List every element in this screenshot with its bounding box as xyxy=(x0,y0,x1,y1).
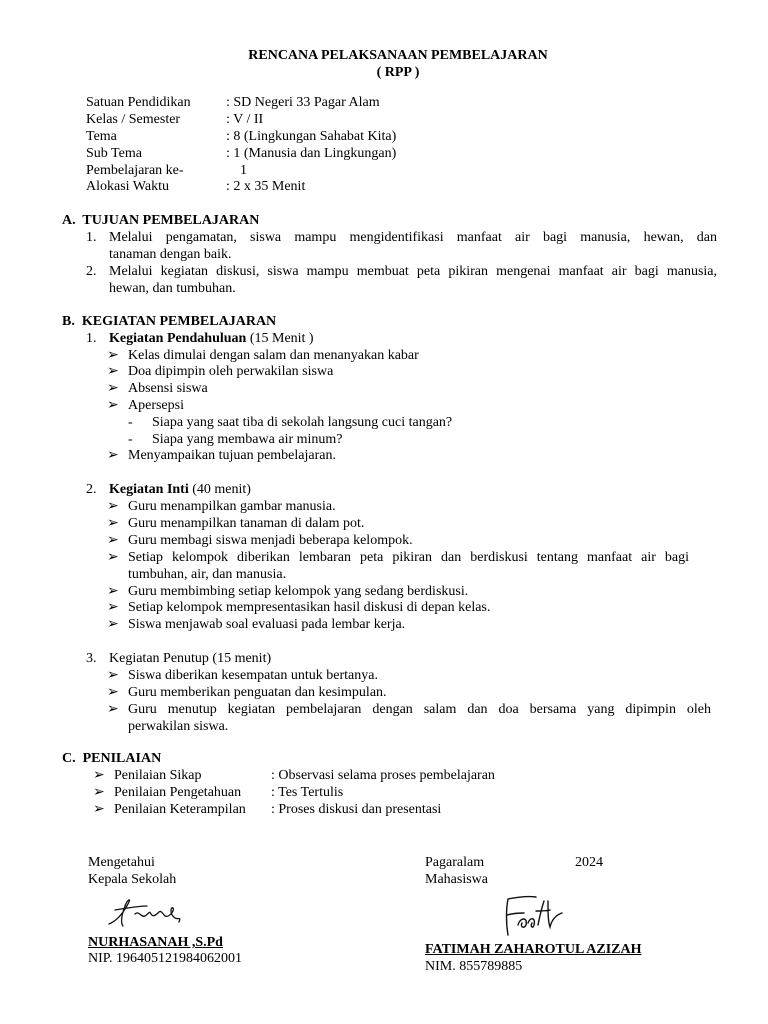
signature-place: Pagaralam xyxy=(425,855,485,870)
list-item: ➢ Apersepsi xyxy=(107,398,184,413)
principal-nip: NIP. 196405121984062001 xyxy=(88,951,243,966)
principal-signature xyxy=(105,896,185,930)
signature-left-caption: Mengetahui xyxy=(88,855,155,870)
assessment-label: ➢ Penilaian Keterampilan xyxy=(93,802,246,817)
arrow-bullet-icon: ➢ xyxy=(93,785,105,800)
assessment-label: ➢ Penilaian Pengetahuan xyxy=(93,785,242,800)
identity-label: Sub Tema xyxy=(86,146,142,161)
list-number: 2. xyxy=(86,482,97,497)
list-item: ➢ Absensi siswa xyxy=(107,381,208,396)
dash-bullet: - xyxy=(128,415,133,430)
list-number: 3. xyxy=(86,651,97,666)
list-item: ➢ Guru membagi siswa menjadi beberapa kelompok. xyxy=(107,533,413,548)
list-number: 1. xyxy=(86,230,97,245)
list-item-continued: tumbuhan, air, dan manusia. xyxy=(128,567,287,582)
list-item: ➢ Menyampaikan tujuan pembelajaran. xyxy=(107,448,336,463)
identity-label: Pembelajaran ke- xyxy=(86,163,184,178)
list-item: ➢ Siswa menjawab soal evaluasi pada lembar kerja. xyxy=(107,617,406,632)
identity-value: : SD Negeri 33 Pagar Alam xyxy=(226,95,380,110)
arrow-bullet-icon: ➢ xyxy=(107,550,119,565)
assessment-label: ➢ Penilaian Sikap xyxy=(93,768,202,783)
list-item: ➢ Kelas dimulai dengan salam dan menanyakan kabar xyxy=(107,348,419,363)
identity-value: 1 xyxy=(226,163,247,178)
section-heading-a: A. TUJUAN PEMBELAJARAN xyxy=(62,213,260,228)
list-item: ➢ Guru menutup kegiatan pembelajaran dengan salam dan doa bersama yang dipimpin oleh xyxy=(107,702,711,717)
identity-value: : V / II xyxy=(226,112,264,127)
list-item: ➢ Guru menampilkan tanaman di dalam pot. xyxy=(107,516,365,531)
arrow-bullet-icon: ➢ xyxy=(107,364,119,379)
activity-title xyxy=(109,330,314,347)
sub-list-item: - Siapa yang membawa air minum? xyxy=(128,432,343,447)
principal-name: NURHASANAH ,S.Pd xyxy=(88,935,223,950)
list-item-continued: perwakilan siswa. xyxy=(128,719,229,734)
arrow-bullet-icon: ➢ xyxy=(107,516,119,531)
arrow-bullet-icon: ➢ xyxy=(107,533,119,548)
arrow-bullet-icon: ➢ xyxy=(107,499,119,514)
list-item: ➢ Doa dipimpin oleh perwakilan siswa xyxy=(107,364,334,379)
arrow-bullet-icon: ➢ xyxy=(107,685,119,700)
identity-value: : 2 x 35 Menit xyxy=(226,179,306,194)
activity-title xyxy=(109,481,251,498)
identity-label: Satuan Pendidikan xyxy=(86,95,191,110)
document-subtitle: ( RPP ) xyxy=(376,65,420,80)
signature-right-role: Mahasiswa xyxy=(425,872,488,887)
arrow-bullet-icon: ➢ xyxy=(107,702,119,717)
dash-bullet: - xyxy=(128,432,133,447)
identity-value: : 1 (Manusia dan Lingkungan) xyxy=(226,146,397,161)
objective-line: hewan, dan tumbuhan. xyxy=(109,281,236,296)
signature-year: 2024 xyxy=(575,855,603,870)
list-number: 1. xyxy=(86,331,97,346)
list-item: ➢ Setiap kelompok diberikan lembaran peta pikiran dan berdiskusi tentang manfaat air bagi xyxy=(107,550,689,565)
arrow-bullet-icon: ➢ xyxy=(93,802,105,817)
identity-value: : 8 (Lingkungan Sahabat Kita) xyxy=(226,129,397,144)
arrow-bullet-icon: ➢ xyxy=(107,448,119,463)
arrow-bullet-icon: ➢ xyxy=(107,600,119,615)
section-heading-b: B. KEGIATAN PEMBELAJARAN xyxy=(62,314,277,329)
identity-label: Tema xyxy=(86,129,117,144)
signature-left-role: Kepala Sekolah xyxy=(88,872,177,887)
list-item: ➢ Guru menampilkan gambar manusia. xyxy=(107,499,336,514)
arrow-bullet-icon: ➢ xyxy=(93,768,105,783)
arrow-bullet-icon: ➢ xyxy=(107,668,119,683)
list-item: ➢ Setiap kelompok mempresentasikan hasil diskusi di depan kelas. xyxy=(107,600,491,615)
activity-name: Kegiatan Pendahuluan xyxy=(109,331,247,346)
list-item: ➢ Siswa diberikan kesempatan untuk bertanya. xyxy=(107,668,378,683)
sub-list-item: - Siapa yang saat tiba di sekolah langsung cuci tangan? xyxy=(128,415,453,430)
assessment-value: : Observasi selama proses pembelajaran xyxy=(271,768,495,783)
list-number: 2. xyxy=(86,264,97,279)
document-title: RENCANA PELAKSANAAN PEMBELAJARAN xyxy=(248,48,548,63)
arrow-bullet-icon: ➢ xyxy=(107,584,119,599)
objective-line: tanaman dengan baik. xyxy=(109,247,232,262)
arrow-bullet-icon: ➢ xyxy=(107,348,119,363)
activity-title: Kegiatan Penutup (15 menit) xyxy=(109,651,272,666)
student-signature xyxy=(498,893,568,939)
list-item: ➢ Guru membimbing setiap kelompok yang sedang berdiskusi. xyxy=(107,584,469,599)
identity-label: Alokasi Waktu xyxy=(86,179,169,194)
activity-time: (40 menit) xyxy=(188,482,251,497)
student-nim: NIM. 855789885 xyxy=(425,959,523,974)
assessment-value: : Proses diskusi dan presentasi xyxy=(271,802,442,817)
section-heading-c: C. PENILAIAN xyxy=(62,751,162,766)
activity-name: Kegiatan Inti xyxy=(109,482,189,497)
objective-line: Melalui kegiatan diskusi, siswa mampu membuat peta pikiran mengenai manfaat air bagi manusia, xyxy=(109,264,717,279)
identity-label: Kelas / Semester xyxy=(86,112,181,127)
activity-time: (15 Menit ) xyxy=(246,331,314,346)
student-name: FATIMAH ZAHAROTUL AZIZAH xyxy=(425,942,642,957)
assessment-value: : Tes Tertulis xyxy=(271,785,344,800)
arrow-bullet-icon: ➢ xyxy=(107,398,119,413)
objective-line: Melalui pengamatan, siswa mampu mengidentifikasi manfaat air bagi manusia, hewan, dan xyxy=(109,230,717,245)
arrow-bullet-icon: ➢ xyxy=(107,617,119,632)
arrow-bullet-icon: ➢ xyxy=(107,381,119,396)
list-item: ➢ Guru memberikan penguatan dan kesimpulan. xyxy=(107,685,387,700)
